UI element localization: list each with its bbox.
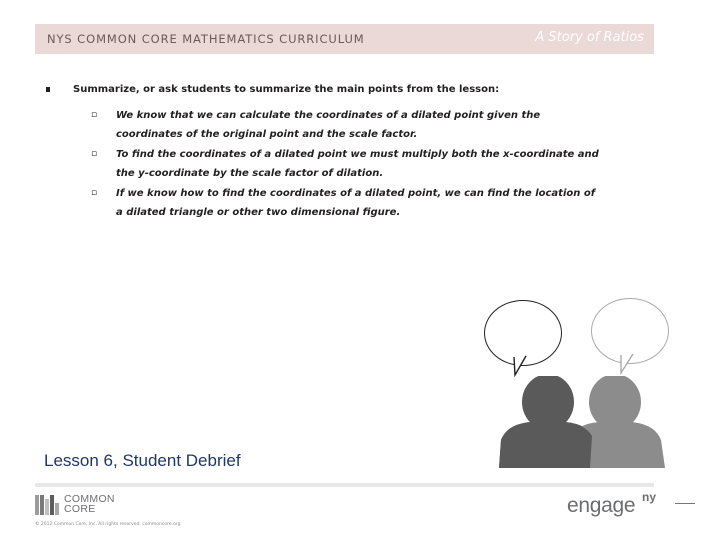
- y-variable: y: [138, 168, 145, 179]
- speech-bubble-left-tail-icon: [508, 355, 532, 377]
- engageny-logo: [567, 490, 657, 524]
- common-core-line1: COMMON: [64, 493, 115, 505]
- engage-ny-suffix: ny: [642, 490, 657, 504]
- common-core-line2: CORE: [64, 503, 96, 515]
- summary-sub-list: [46, 106, 636, 222]
- summary-point-2: [46, 145, 601, 183]
- summary-main-bullet: [46, 83, 636, 97]
- x-variable: x: [503, 149, 510, 160]
- speech-bubble-right-tail-icon: [616, 353, 640, 375]
- summary-point-3: [46, 184, 601, 222]
- lesson-caption: Lesson 6, Student Debrief: [44, 451, 241, 470]
- copyright-notice: © 2012 Common Core, Inc. All rights reserved. commoncore.org: [35, 522, 181, 527]
- summary-point-text: -coordinate by the scale factor of dilation.: [144, 168, 384, 179]
- footer-divider: [35, 483, 654, 487]
- series-title: A Story of Ratios: [535, 30, 644, 45]
- summary-point-text: We know that we can calculate the coordinates of a dilated point given the coordinates of the original point and the scale factor.: [116, 110, 541, 140]
- hollow-square-bullet-icon: ▫: [91, 188, 98, 198]
- two-people-icon: [497, 376, 669, 468]
- lesson-summary: [46, 83, 636, 223]
- engage-word: engage: [567, 494, 636, 517]
- summary-point-text: If we know how to find the coordinates of a dilated point, we can find the location of a dilated triangle or other two dimensional figure.: [116, 188, 596, 218]
- summary-point-text: To find the coordinates of a dilated point we must multiply both the: [116, 149, 504, 160]
- summary-main-text: Summarize, or ask students to summarize the main points from the lesson:: [73, 84, 500, 95]
- corner-divider: [675, 503, 695, 504]
- hollow-square-bullet-icon: ▫: [91, 149, 98, 159]
- curriculum-title: NYS COMMON CORE MATHEMATICS CURRICULUM: [47, 32, 365, 46]
- square-bullet-icon: [46, 87, 50, 92]
- hollow-square-bullet-icon: ▫: [91, 110, 98, 120]
- common-core-bars-icon: [35, 495, 61, 515]
- header-bar: [35, 24, 654, 54]
- summary-point-text: -coordinate and the: [116, 149, 599, 179]
- summary-point-1: [46, 106, 601, 144]
